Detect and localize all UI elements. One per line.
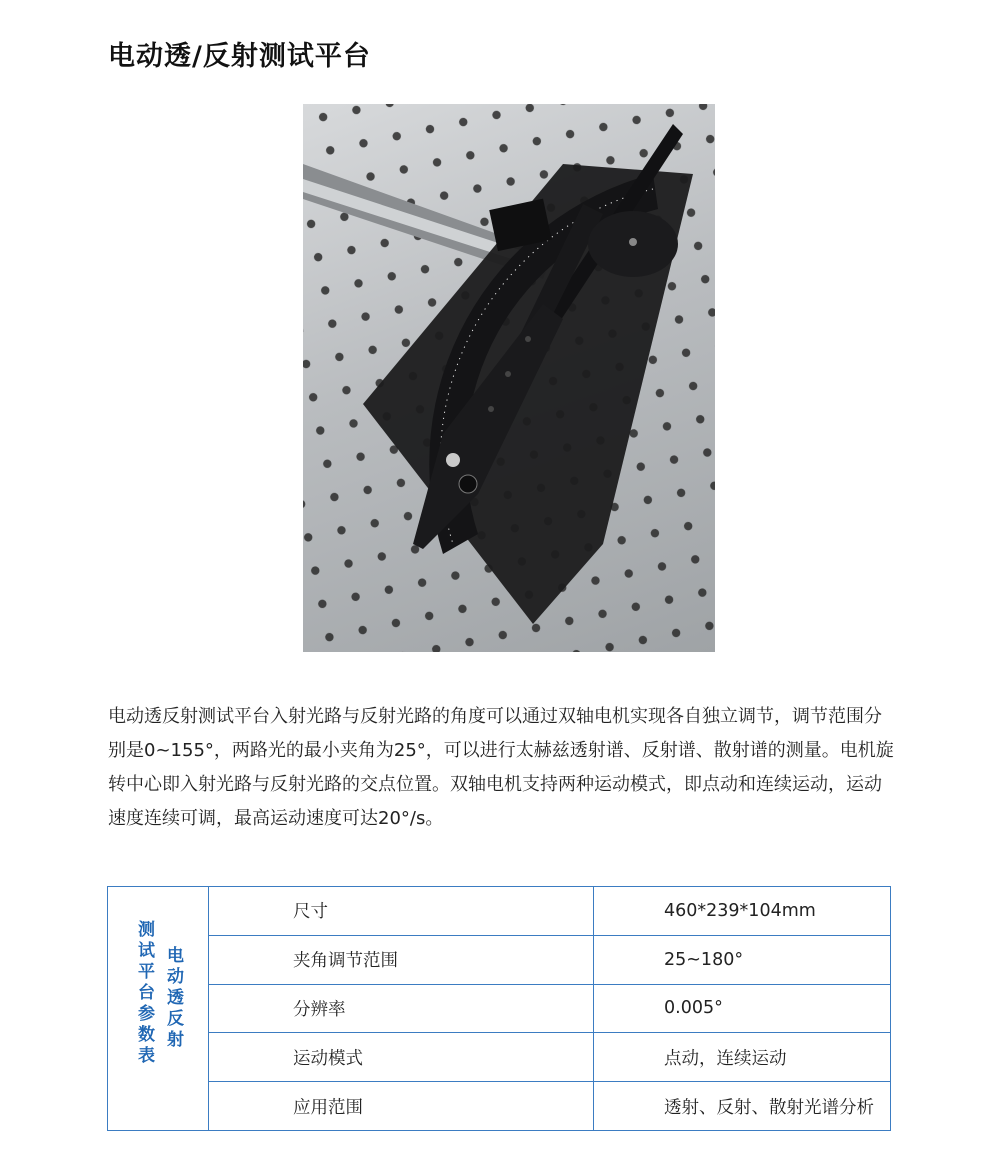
param-name: 夹角调节范围 [209,935,594,984]
param-name: 尺寸 [209,887,594,936]
table-row [108,984,891,1033]
side-label-col1: 电动透反射 [163,945,183,1051]
table-row [108,887,891,936]
param-value: 点动，连续运动 [594,1033,891,1082]
table-row [108,1082,891,1131]
page-title: 电动透/反射测试平台 [108,41,371,72]
param-name: 应用范围 [209,1082,594,1131]
param-value: 460*239*104mm [594,887,891,936]
description-paragraph: 电动透反射测试平台入射光路与反射光路的角度可以通过双轴电机实现各自独立调节，调节范围分别是0~155°，两路光的最小夹角为25°，可以进行太赫兹透射谱、反射谱、散射谱的测量。电机旋转中心即入射光路与反射光路的交点位置。双轴电机支持两种运动模式，即点动和连续运动，运动速度连续可调，最高运动速度可达20°/s。 [108,706,894,829]
param-value: 0.005° [594,984,891,1033]
reflection-test-platform-photo [303,104,715,652]
param-value: 透射、反射、散射光谱分析 [594,1082,891,1131]
pivot-screw [446,453,460,467]
param-name: 运动模式 [209,1033,594,1082]
table-row [108,935,891,984]
parameter-table [107,886,891,1131]
side-label-col2: 测试平台参数表 [134,919,154,1067]
table-side-label [108,887,209,1131]
table-row [108,1033,891,1082]
param-name: 分辨率 [209,984,594,1033]
photo-illustration [303,104,715,652]
param-value: 25~180° [594,935,891,984]
